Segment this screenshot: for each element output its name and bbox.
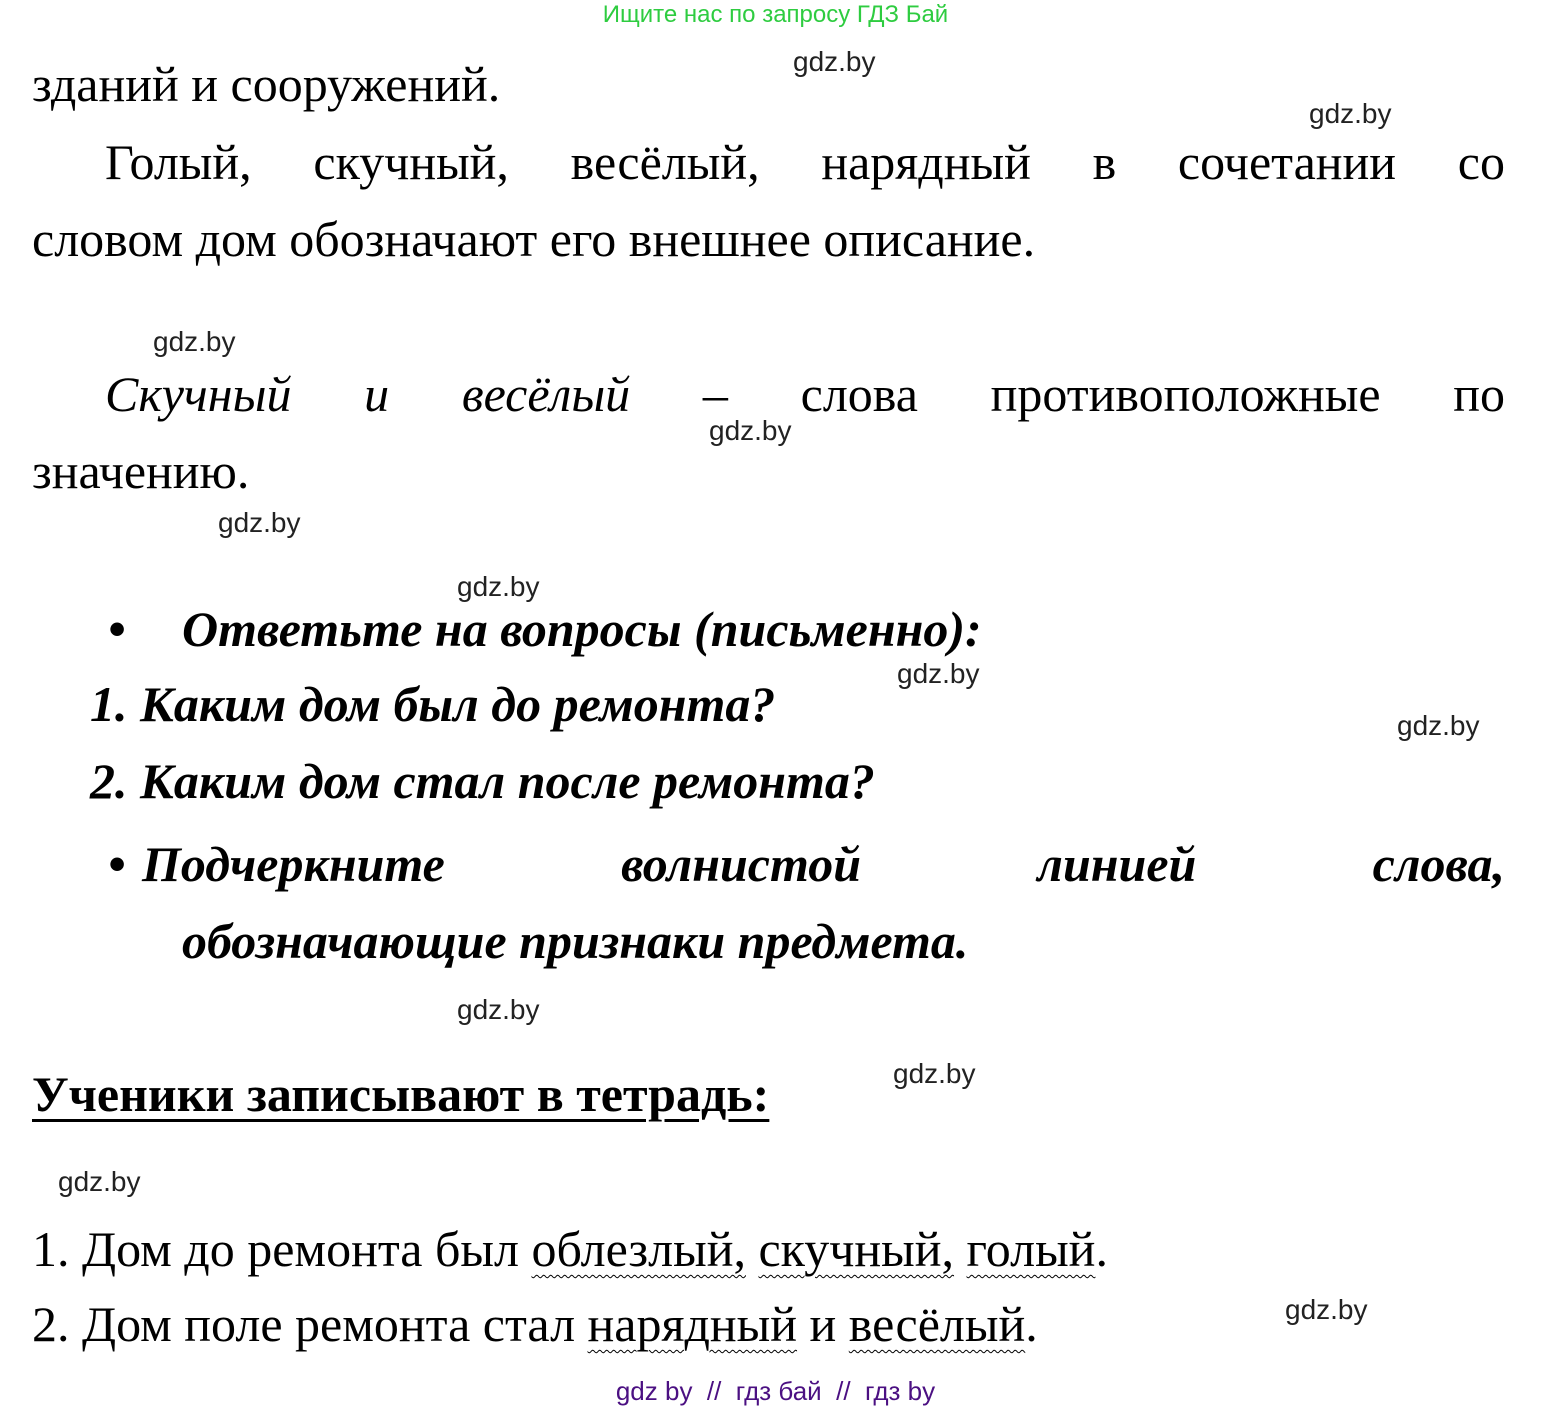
section-heading: Ученики записывают в тетрадь: <box>32 1066 770 1122</box>
footer-text: gdz by // гдз бай // гдз by <box>615 1376 936 1406</box>
text-line: словом дом обозначают его внешнее описание. <box>32 211 1036 267</box>
task-heading: Подчеркните волнистой линией слова, <box>142 836 1505 892</box>
answer-line <box>32 1219 1108 1279</box>
question: 1. Каким дом был до ремонта? <box>90 676 776 732</box>
text-line: значению. <box>32 443 250 499</box>
text: 1. Дом до ремонта был <box>32 1221 532 1277</box>
watermark: gdz.by <box>897 658 980 689</box>
wavy-underlined-word: голый <box>966 1221 1096 1277</box>
task-heading: обозначающие признаки предмета. <box>182 913 969 969</box>
search-banner[interactable]: Ищите нас по запросу ГДЗ Бай <box>602 1 949 28</box>
watermark: gdz.by <box>1397 710 1480 741</box>
watermark: gdz.by <box>457 571 540 602</box>
watermark: gdz.by <box>218 507 301 538</box>
text-line: Голый, скучный, весёлый, нарядный в сочетании со <box>105 134 1505 190</box>
text: . <box>1025 1296 1038 1352</box>
text-line <box>105 364 1505 424</box>
wavy-underlined-word: облезлый, <box>531 1221 746 1277</box>
watermark: gdz.by <box>893 1058 976 1089</box>
text-rest: – слова противоположные по <box>630 366 1505 422</box>
text-line: зданий и сооружений. <box>32 56 501 112</box>
watermark: gdz.by <box>1285 1294 1368 1325</box>
text: и <box>797 1296 849 1352</box>
watermark: gdz.by <box>1309 98 1392 129</box>
footer-links <box>0 1376 1551 1407</box>
wavy-underlined-word: весёлый <box>848 1296 1026 1352</box>
watermark: gdz.by <box>793 46 876 77</box>
question: 2. Каким дом стал после ремонта? <box>90 753 875 809</box>
watermark: gdz.by <box>709 415 792 446</box>
watermark: gdz.by <box>58 1166 141 1197</box>
watermark: gdz.by <box>153 326 236 357</box>
answer-line <box>32 1294 1038 1354</box>
task-heading: Ответьте на вопросы (письменно): <box>182 601 982 657</box>
text: 2. Дом поле ремонта стал <box>32 1296 588 1352</box>
bullet-icon: • <box>108 601 126 657</box>
text: . <box>1095 1221 1108 1277</box>
watermark: gdz.by <box>457 994 540 1025</box>
bullet-icon: • <box>108 836 126 892</box>
wavy-underlined-word: нарядный <box>587 1296 798 1352</box>
italic-phrase: Скучный и весёлый <box>105 366 631 422</box>
wavy-underlined-word: скучный, <box>758 1221 955 1277</box>
